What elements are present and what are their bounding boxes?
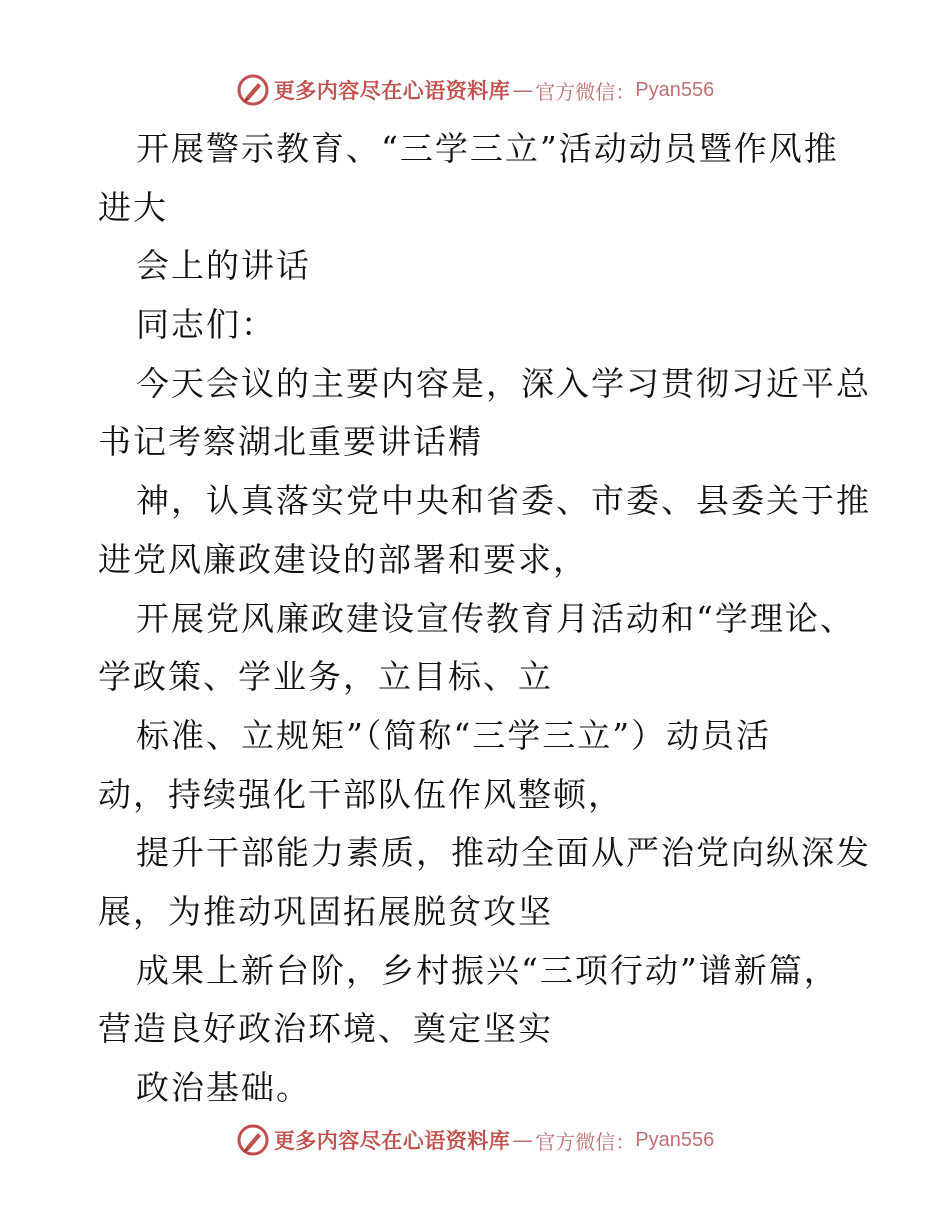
watermark-official: 官方微信：: [535, 79, 636, 104]
text-line: 展，为推动巩固拓展脱贫攻坚: [98, 891, 553, 931]
footer-watermark: [0, 1120, 950, 1160]
text-line: 同志们：: [136, 305, 276, 345]
text-line: 学政策、学业务，立目标、立: [98, 657, 553, 697]
text-line: 动，持续强化干部队伍作风整顿，: [98, 774, 623, 814]
watermark-official: 官方微信：: [535, 1129, 636, 1154]
pen-logo-icon: [236, 1123, 270, 1157]
watermark-wechat-id: Pyan556: [635, 1128, 715, 1151]
text-line: 成果上新台阶，乡村振兴“三项行动”谱新篇，: [136, 950, 839, 990]
document-body: [98, 120, 871, 1118]
pen-logo-icon: [236, 73, 270, 107]
text-line: 神，认真落实党中央和省委、市委、县委关于推: [136, 481, 871, 521]
text-line: 标准、立规矩”（简称“三学三立”）动员活: [136, 715, 772, 755]
text-line: 开展警示教育、“三学三立”活动动员暨作风推: [136, 129, 839, 168]
watermark-dash: —: [512, 1128, 534, 1152]
text-line: 政治基础。: [136, 1068, 311, 1107]
text-line: 今天会议的主要内容是，深入学习贯彻习近平总: [136, 363, 871, 403]
header-watermark: [0, 70, 950, 110]
text-line: 营造良好政治环境、奠定坚实: [98, 1009, 553, 1049]
watermark-text: 更多内容尽在心语资料库: [273, 1128, 511, 1153]
watermark-dash: —: [512, 78, 534, 102]
watermark-wechat-id: Pyan556: [635, 78, 715, 101]
text-line: 提升干部能力素质，推动全面从严治党向纵深发: [136, 833, 871, 873]
text-line: 进党风廉政建设的部署和要求，: [98, 539, 588, 579]
text-line: 会上的讲话: [136, 246, 311, 286]
text-line: 进大: [98, 187, 168, 227]
text-line: 开展党风廉政建设宣传教育月活动和“学理论、: [136, 598, 855, 638]
text-line: 书记考察湖北重要讲话精: [98, 422, 483, 462]
watermark-text: 更多内容尽在心语资料库: [273, 78, 511, 103]
